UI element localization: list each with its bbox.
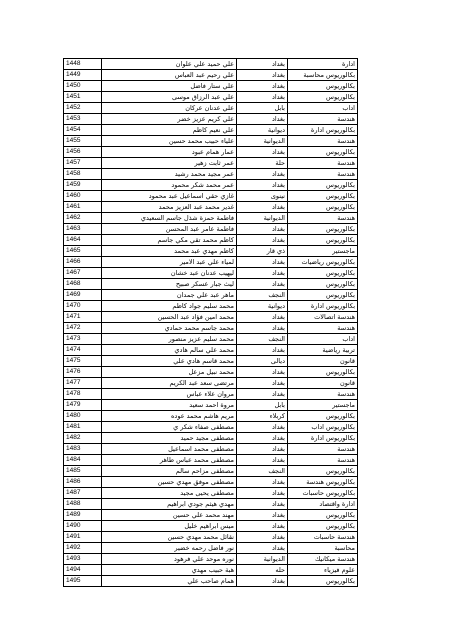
table-row [64, 202, 358, 213]
row-number: 1449 [64, 70, 102, 81]
degree-cell: بكالوريوس [288, 279, 358, 290]
person-name: عمر ثابت زهير [102, 158, 237, 169]
row-number: 1457 [64, 158, 102, 169]
table-row [64, 543, 358, 554]
degree-cell: هندسة [288, 213, 358, 224]
table-row [64, 70, 358, 81]
city-cell: بغداد [237, 202, 288, 213]
city-cell: بغداد [237, 543, 288, 554]
city-cell: بغداد [237, 378, 288, 389]
city-cell: بغداد [237, 224, 288, 235]
city-cell: الديوانية [237, 554, 288, 565]
degree-cell: هندسة حاسبات [288, 532, 358, 543]
person-name: عمر مجيد محمد رشيد [102, 169, 237, 180]
table-row [64, 114, 358, 125]
row-number: 1479 [64, 400, 102, 411]
degree-cell: هندسة [288, 389, 358, 400]
city-cell: بغداد [237, 323, 288, 334]
city-cell: بغداد [237, 389, 288, 400]
degree-cell: اداب [288, 334, 358, 345]
degree-cell: بكالوريوس [288, 521, 358, 532]
row-number: 1495 [64, 576, 102, 587]
table-row [64, 268, 358, 279]
person-name: مصطفى صفاء شكر ي [102, 422, 237, 433]
city-cell: بغداد [237, 488, 288, 499]
table-row [64, 235, 358, 246]
degree-cell: ماجستير [288, 400, 358, 411]
row-number: 1463 [64, 224, 102, 235]
table-row [64, 323, 358, 334]
city-cell: بغداد [237, 312, 288, 323]
row-number: 1460 [64, 191, 102, 202]
row-number: 1483 [64, 444, 102, 455]
person-name: محمد قاسم هادي علي [102, 356, 237, 367]
table-row [64, 290, 358, 301]
city-cell: ديوانية [237, 125, 288, 136]
row-number: 1485 [64, 466, 102, 477]
row-number: 1467 [64, 268, 102, 279]
row-number: 1494 [64, 565, 102, 576]
person-name: لمياء علي عبد الامير [102, 257, 237, 268]
degree-cell: هندسة [288, 455, 358, 466]
city-cell: الديوانية [237, 136, 288, 147]
degree-cell: بكالوريوس [288, 92, 358, 103]
degree-cell: هندسة [288, 444, 358, 455]
city-cell: بغداد [237, 169, 288, 180]
row-number: 1489 [64, 510, 102, 521]
table-row [64, 312, 358, 323]
city-cell: ديالى [237, 356, 288, 367]
degree-cell: هندسة [288, 169, 358, 180]
row-number: 1468 [64, 279, 102, 290]
table-row [64, 158, 358, 169]
degree-cell: بكالوريوس هندسة [288, 477, 358, 488]
city-cell: بغداد [237, 433, 288, 444]
person-name: مريم هاشم محمد عوده [102, 411, 237, 422]
city-cell: بغداد [237, 499, 288, 510]
person-name: محمد امين فؤاد عبد الحسين [102, 312, 237, 323]
city-cell: بغداد [237, 257, 288, 268]
degree-cell: قانون [288, 378, 358, 389]
candidates-table-body [64, 59, 358, 587]
row-number: 1452 [64, 103, 102, 114]
table-row [64, 169, 358, 180]
row-number: 1454 [64, 125, 102, 136]
person-name: محمد سليم عزيز منصور [102, 334, 237, 345]
degree-cell: بكالوريوس [288, 466, 358, 477]
table-row [64, 257, 358, 268]
table-row [64, 466, 358, 477]
row-number: 1451 [64, 92, 102, 103]
degree-cell: هندسة [288, 158, 358, 169]
city-cell: النجف [237, 290, 288, 301]
row-number: 1456 [64, 147, 102, 158]
city-cell: بغداد [237, 147, 288, 158]
person-name: محمد نبيل مزعل [102, 367, 237, 378]
row-number: 1465 [64, 246, 102, 257]
table-row [64, 389, 358, 400]
degree-cell: بكالوريوس [288, 147, 358, 158]
city-cell: حلة [237, 158, 288, 169]
table-row [64, 455, 358, 466]
degree-cell: علوم فيزياء [288, 565, 358, 576]
table-row [64, 411, 358, 422]
table-row [64, 334, 358, 345]
row-number: 1453 [64, 114, 102, 125]
table-row [64, 301, 358, 312]
degree-cell: بكالوريوس اداب [288, 422, 358, 433]
person-name: محمد علي سالم هادي [102, 345, 237, 356]
row-number: 1481 [64, 422, 102, 433]
city-cell: حله [237, 565, 288, 576]
person-name: محمد سليم جواد كاظم [102, 301, 237, 312]
person-name: نور فاضل رحمه خضير [102, 543, 237, 554]
row-number: 1470 [64, 301, 102, 312]
person-name: مهند محمد علي حسين [102, 510, 237, 521]
city-cell: بغداد [237, 279, 288, 290]
city-cell: ذي قار [237, 246, 288, 257]
degree-cell: بكالوريوس [288, 576, 358, 587]
city-cell: بغداد [237, 268, 288, 279]
person-name: علي عدنان عركان [102, 103, 237, 114]
degree-cell: بكالوريوس [288, 367, 358, 378]
row-number: 1491 [64, 532, 102, 543]
person-name: مصطفى محمد اسماعيل [102, 444, 237, 455]
degree-cell: بكالوريوس [288, 268, 358, 279]
table-row [64, 246, 358, 257]
person-name: ليهيب عدنان عبد خشان [102, 268, 237, 279]
person-name: علي حميد علي علوان [102, 59, 237, 70]
table-row [64, 477, 358, 488]
row-number: 1478 [64, 389, 102, 400]
degree-cell: بكالوريوس [288, 81, 358, 92]
degree-cell: بكالوريوس ادارة [288, 125, 358, 136]
person-name: هبة حبيب مهدي [102, 565, 237, 576]
table-row [64, 279, 358, 290]
person-name: مصطفى مجيد حميد [102, 433, 237, 444]
city-cell: بغداد [237, 444, 288, 455]
city-cell: بابل [237, 400, 288, 411]
degree-cell: بكالوريوس [288, 191, 358, 202]
degree-cell: اداب [288, 103, 358, 114]
table-row [64, 576, 358, 587]
person-name: ماهر عبد علي جمدان [102, 290, 237, 301]
table-row [64, 92, 358, 103]
city-cell: بغداد [237, 70, 288, 81]
row-number: 1464 [64, 235, 102, 246]
table-row [64, 59, 358, 70]
degree-cell: ادارة [288, 59, 358, 70]
person-name: علي نعيم كاظم [102, 125, 237, 136]
row-number: 1477 [64, 378, 102, 389]
person-name: ليث جبار عسكر صبيح [102, 279, 237, 290]
table-row [64, 191, 358, 202]
person-name: غدير محمد عبد العزيز محمد [102, 202, 237, 213]
table-row [64, 136, 358, 147]
table-row [64, 532, 358, 543]
table-row [64, 488, 358, 499]
table-row [64, 147, 358, 158]
row-number: 1493 [64, 554, 102, 565]
person-name: مصطفى يحيى مجيد [102, 488, 237, 499]
person-name: نقائل محمد مهدي حسين [102, 532, 237, 543]
row-number: 1492 [64, 543, 102, 554]
row-number: 1469 [64, 290, 102, 301]
row-number: 1459 [64, 180, 102, 191]
person-name: كاظم مهدي عبد محمد [102, 246, 237, 257]
city-cell: النجف [237, 466, 288, 477]
degree-cell: قانون [288, 356, 358, 367]
person-name: علي كريم عزيز خضر [102, 114, 237, 125]
table-row [64, 433, 358, 444]
table-row [64, 510, 358, 521]
row-number: 1448 [64, 59, 102, 70]
degree-cell: هندسة [288, 114, 358, 125]
person-name: مصطفى موفق مهدي حسين [102, 477, 237, 488]
person-name: مروان علاء عباس [102, 389, 237, 400]
city-cell: بغداد [237, 180, 288, 191]
person-name: مرتضى سعد عبد الكريم [102, 378, 237, 389]
row-number: 1458 [64, 169, 102, 180]
degree-cell: هندسة [288, 323, 358, 334]
row-number: 1490 [64, 521, 102, 532]
city-cell: بابل [237, 103, 288, 114]
row-number: 1488 [64, 499, 102, 510]
person-name: مصطفى مزاحم سالم [102, 466, 237, 477]
table-row [64, 422, 358, 433]
city-cell: بغداد [237, 422, 288, 433]
city-cell: بغداد [237, 532, 288, 543]
city-cell: بغداد [237, 477, 288, 488]
degree-cell: بكالوريوس ادارة [288, 301, 358, 312]
row-number: 1471 [64, 312, 102, 323]
city-cell: ديوانية [237, 301, 288, 312]
person-name: مصطفى محمد عباس طاهر [102, 455, 237, 466]
person-name: كاظم محمد تقي مكي جاسم [102, 235, 237, 246]
city-cell: بغداد [237, 576, 288, 587]
row-number: 1484 [64, 455, 102, 466]
table-row [64, 499, 358, 510]
city-cell: بغداد [237, 114, 288, 125]
person-name: محمد جاسم محمد حمادي [102, 323, 237, 334]
city-cell: بغداد [237, 59, 288, 70]
row-number: 1462 [64, 213, 102, 224]
city-cell: نينوى [237, 191, 288, 202]
degree-cell: بكالوريوس [288, 290, 358, 301]
city-cell: بغداد [237, 510, 288, 521]
degree-cell: تربية رياضية [288, 345, 358, 356]
degree-cell: هندسة اتصالات [288, 312, 358, 323]
person-name: علياء حبيب محمد حسين [102, 136, 237, 147]
degree-cell: ماجستير [288, 246, 358, 257]
degree-cell: بكالوريوس ادارة [288, 433, 358, 444]
degree-cell: بكالوريوس محاسبة [288, 70, 358, 81]
table-row [64, 224, 358, 235]
table-row [64, 565, 358, 576]
row-number: 1473 [64, 334, 102, 345]
table-row [64, 213, 358, 224]
degree-cell: هندسة ميكانيك [288, 554, 358, 565]
table-row [64, 444, 358, 455]
degree-cell: بكالوريوس [288, 180, 358, 191]
degree-cell: بكالوريوس [288, 224, 358, 235]
row-number: 1474 [64, 345, 102, 356]
table-row [64, 180, 358, 191]
degree-cell: هندسة [288, 136, 358, 147]
row-number: 1480 [64, 411, 102, 422]
city-cell: بغداد [237, 92, 288, 103]
table-row [64, 356, 358, 367]
candidates-table [63, 58, 358, 587]
table-row [64, 367, 358, 378]
row-number: 1482 [64, 433, 102, 444]
row-number: 1461 [64, 202, 102, 213]
degree-cell: بكالوريوس رياضيات [288, 257, 358, 268]
degree-cell: بكالوريوس [288, 235, 358, 246]
row-number: 1450 [64, 81, 102, 92]
person-name: فاطمة حمزة شذل جاسم السعيدي [102, 213, 237, 224]
row-number: 1475 [64, 356, 102, 367]
person-name: علي عبد الرزاق موسى [102, 92, 237, 103]
city-cell: بغداد [237, 367, 288, 378]
table-row [64, 125, 358, 136]
row-number: 1486 [64, 477, 102, 488]
city-cell: النجف [237, 334, 288, 345]
table-row [64, 345, 358, 356]
city-cell: بغداد [237, 455, 288, 466]
city-cell: بغداد [237, 81, 288, 92]
person-name: عمر محمد شكر محمود [102, 180, 237, 191]
degree-cell: بكالوريوس [288, 202, 358, 213]
person-name: نوره موحد علي فرهود [102, 554, 237, 565]
person-name: علي ستار فاضل [102, 81, 237, 92]
person-name: علي رحيم عبد العباس [102, 70, 237, 81]
person-name: مروة احمد سعيد [102, 400, 237, 411]
row-number: 1476 [64, 367, 102, 378]
city-cell: كربلاء [237, 411, 288, 422]
row-number: 1466 [64, 257, 102, 268]
degree-cell: بكالوريوس [288, 510, 358, 521]
person-name: ميس ابراهيم خليل [102, 521, 237, 532]
row-number: 1455 [64, 136, 102, 147]
degree-cell: بكالوريوس حاسبات [288, 488, 358, 499]
city-cell: بغداد [237, 345, 288, 356]
table-row [64, 554, 358, 565]
table-row [64, 378, 358, 389]
city-cell: الديوانية [237, 213, 288, 224]
person-name: مهدي هيثم جودي ابراهيم [102, 499, 237, 510]
degree-cell: محاسبة [288, 543, 358, 554]
city-cell: بغداد [237, 235, 288, 246]
table-row [64, 103, 358, 114]
degree-cell: بكالوريوس [288, 411, 358, 422]
table-row [64, 521, 358, 532]
row-number: 1472 [64, 323, 102, 334]
person-name: همام صاحب علي [102, 576, 237, 587]
person-name: غازي حقي اسماعيل عبد محمود [102, 191, 237, 202]
table-row [64, 400, 358, 411]
person-name: عمار همام عبود [102, 147, 237, 158]
row-number: 1487 [64, 488, 102, 499]
table-row [64, 81, 358, 92]
degree-cell: ادارة واقتصاد [288, 499, 358, 510]
city-cell: بغداد [237, 521, 288, 532]
person-name: فاطمة عامر عبد المحسن [102, 224, 237, 235]
